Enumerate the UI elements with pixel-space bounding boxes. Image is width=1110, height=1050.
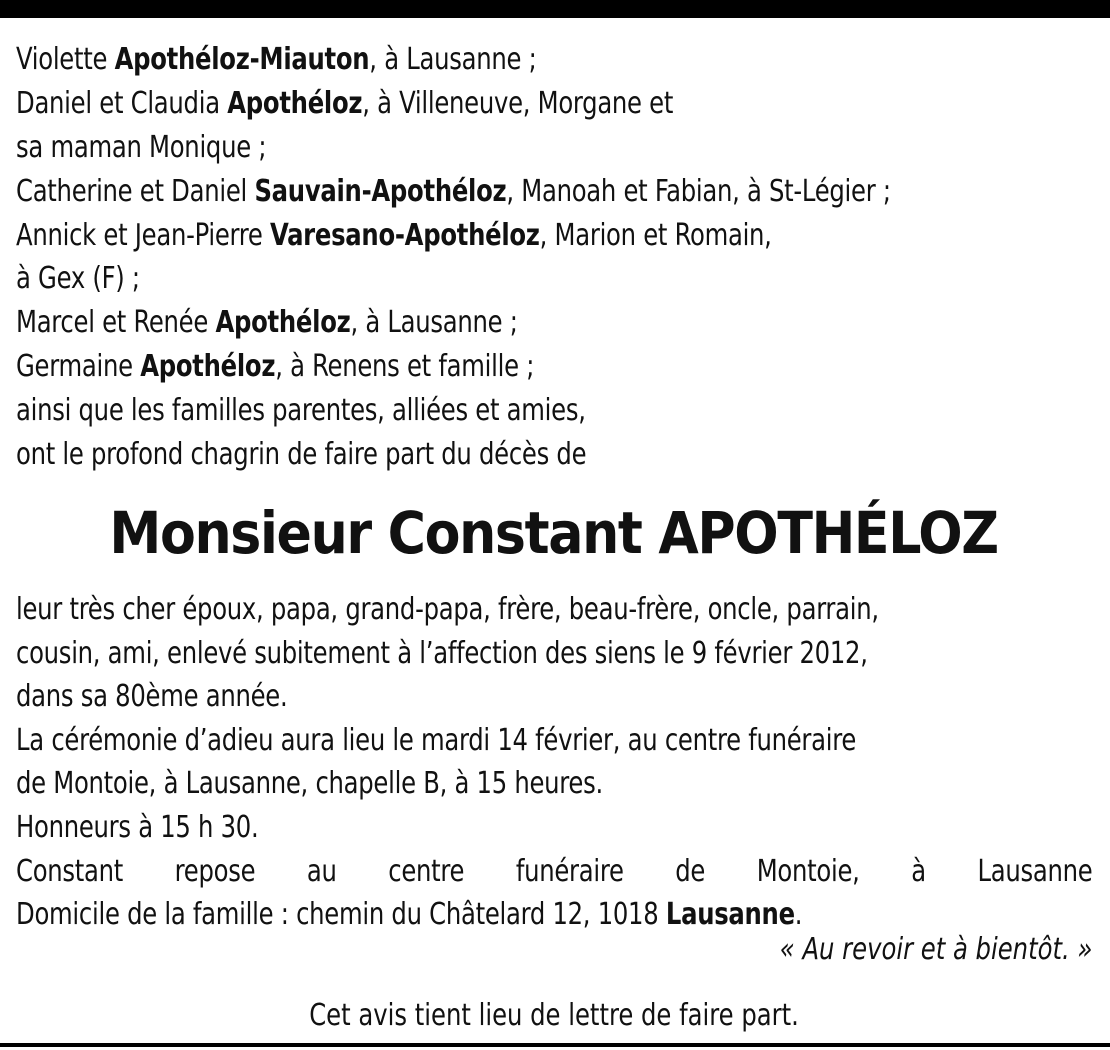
family-surname: Apothéloz — [140, 349, 276, 385]
family-line — [16, 389, 1092, 433]
farewell-quote: « Au revoir et à bientôt. » — [779, 932, 1092, 967]
body-line: de Montoie, à Lausanne, chapelle B, à 15 heures. — [16, 766, 603, 802]
deceased-name-heading — [16, 501, 1092, 565]
family-line — [16, 214, 1092, 258]
family-line-text: Violette — [16, 42, 115, 77]
family-line-text: , à Lausanne ; — [350, 305, 518, 341]
family-line-text: ainsi que les familles parentes, alliées et amies, — [16, 393, 586, 429]
obituary-notice — [16, 38, 1093, 1033]
address-text: . — [794, 897, 803, 933]
family-line-text: , à Renens et famille ; — [275, 349, 535, 385]
family-line-text: Marcel et Renée — [16, 305, 216, 341]
top-border-rule — [0, 0, 1110, 18]
body-line: dans sa 80ème année. — [16, 679, 288, 715]
family-line — [16, 170, 1092, 214]
closing-text: Cet avis tient lieu de lettre de faire part. — [309, 998, 799, 1033]
family-surname: Apothéloz — [215, 305, 351, 341]
family-line-text: Germaine — [16, 349, 141, 385]
body-line: La cérémonie d’adieu aura lieu le mardi 14 février, au centre funéraire — [16, 722, 857, 758]
family-list — [16, 38, 1092, 477]
family-line — [16, 301, 1092, 345]
family-line-text: , à Lausanne ; — [369, 42, 537, 77]
family-line — [16, 257, 1092, 301]
family-line-text: à Gex (F) ; — [16, 261, 140, 297]
family-surname: Apothéloz — [227, 85, 363, 121]
family-surname: Apothéloz-Miauton — [114, 42, 370, 77]
family-line — [16, 38, 1092, 82]
family-line-text: , Manoah et Fabian, à St-Légier ; — [506, 173, 891, 209]
family-line — [16, 433, 1092, 477]
closing-note — [16, 994, 1092, 1038]
deceased-name: Monsieur Constant APOTHÉLOZ — [109, 499, 999, 567]
address-text: Domicile de la famille : chemin du Châtelard 12, 1018 — [16, 897, 666, 933]
family-line-text: ont le profond chagrin de faire part du décès de — [16, 437, 587, 473]
family-line-text: Catherine et Daniel — [16, 173, 255, 209]
family-line — [16, 82, 1092, 126]
address-city: Lausanne — [665, 897, 795, 933]
family-surname: Varesano-Apothéloz — [270, 217, 540, 253]
body-line: leur très cher époux, papa, grand-papa, frère, beau-frère, oncle, parrain, — [16, 592, 879, 627]
body-line: Honneurs à 15 h 30. — [16, 809, 259, 845]
family-surname: Sauvain-Apothéloz — [254, 173, 507, 209]
family-line-text: sa maman Monique ; — [16, 129, 267, 165]
notice-body — [16, 588, 1092, 937]
family-line-text: Annick et Jean-Pierre — [16, 217, 271, 253]
body-line: cousin, ami, enlevé subitement à l’affection des siens le 9 février 2012, — [16, 635, 868, 671]
family-line-text: , à Villeneuve, Morgane et — [362, 85, 674, 121]
family-line-text: Daniel et Claudia — [16, 85, 228, 121]
body-line: Constant repose au centre funéraire de Montoie, à Lausanne — [16, 853, 1093, 889]
family-line — [16, 345, 1092, 389]
family-line-text: , Marion et Romain, — [539, 217, 772, 253]
family-line — [16, 126, 1092, 170]
bottom-border-rule — [0, 1043, 1110, 1047]
